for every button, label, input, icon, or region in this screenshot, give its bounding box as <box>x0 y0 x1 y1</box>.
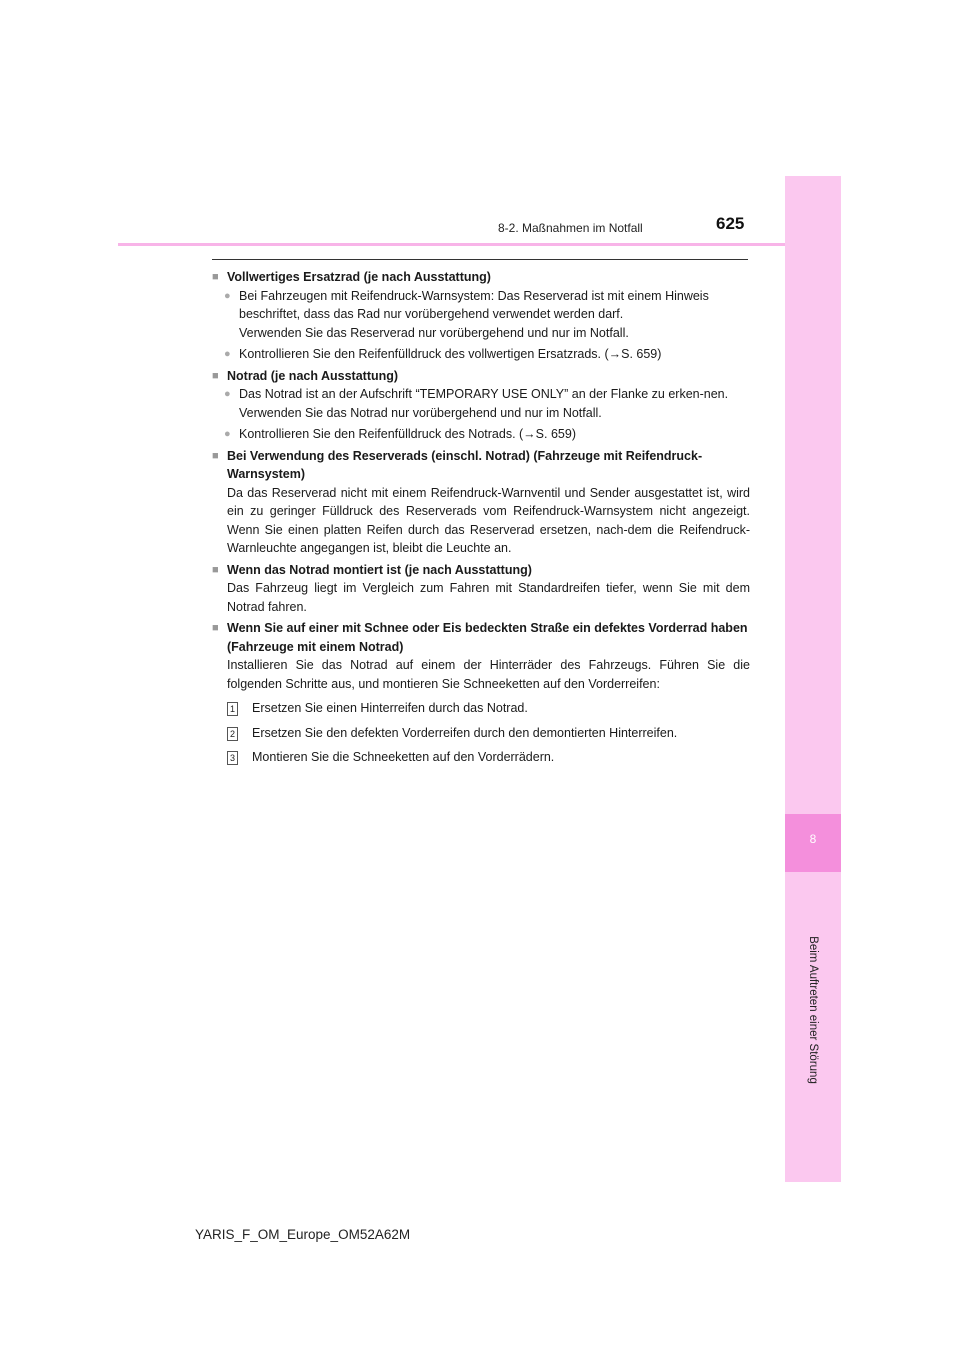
step-text: Ersetzen Sie den defekten Vorderreifen durch den demontierten Hinterreifen. <box>252 725 678 740</box>
bullet-text: Kontrollieren Sie den Reifenfülldruck des Notrads. (→S. 659) <box>239 427 576 441</box>
bullet-text: Kontrollieren Sie den Reifenfülldruck des vollwertigen Ersatzrads. (→S. 659) <box>239 347 662 361</box>
heading-text: Notrad (je nach Ausstattung) <box>227 368 399 383</box>
bullet-text-line2: Verwenden Sie das Reserverad nur vorübergehend und nur im Notfall. <box>239 325 629 340</box>
step-number-badge: 2 <box>227 727 238 741</box>
bullet-text: Bei Fahrzeugen mit Reifendruck-Warnsystem: Das Reserverad ist mit einem Hinweis beschriftet, dass das Rad nur vorübergehend verwendet werden darf. <box>239 288 709 321</box>
paragraph: Das Fahrzeug liegt im Vergleich zum Fahren mit Standardreifen tiefer, wenn Sie mit dem Notrad fahren. <box>227 581 750 614</box>
step-text: Montieren Sie die Schneeketten auf den Vorderrädern. <box>252 750 555 764</box>
section-heading <box>212 268 750 287</box>
heading-text: Wenn das Notrad montiert ist (je nach Ausstattung) <box>227 562 532 577</box>
section-title: 8-2. Maßnahmen im Notfall <box>498 221 643 235</box>
list-item <box>224 425 750 444</box>
content-divider <box>212 259 748 260</box>
paragraph: Installieren Sie das Notrad auf einem der Hinterräder des Fahrzeugs. Führen Sie die folgenden Schritte aus, und montieren Sie Schneeketten auf den Vorderreifen: <box>227 658 750 691</box>
step-number-badge: 3 <box>227 751 238 765</box>
bullet-text-line2: Verwenden Sie das Notrad nur vorübergehend und nur im Notfall. <box>239 405 602 420</box>
list-item <box>224 345 750 364</box>
round-bullet-icon: ● <box>224 348 231 360</box>
chapter-label-text: Beim Auftreten einer Störung <box>807 936 819 1084</box>
step-item <box>227 724 750 743</box>
step-number-badge: 1 <box>227 702 238 716</box>
paragraph: Da das Reserverad nicht mit einem Reifendruck-Warnventil und Sender ausgestattet ist, wird ein zu geringer Fülldruck des Reserverads vom Reifendruck-Warnsystem nicht angezeigt. Wenn Sie einen platten Reifen durch das Reserverad ersetzen, nach-dem die Reifendruck-Warnleuchte angegangen ist, bleibt die Leuchte an. <box>227 485 750 555</box>
step-text: Ersetzen Sie einen Hinterreifen durch das Notrad. <box>252 701 528 715</box>
round-bullet-icon: ● <box>224 289 231 302</box>
header-divider <box>118 243 785 246</box>
page-content <box>212 268 750 773</box>
section-heading <box>212 561 750 580</box>
bullet-text: Das Notrad ist an der Aufschrift “TEMPORARY USE ONLY” an der Flanke zu erken-nen. <box>239 387 729 401</box>
square-bullet-icon: ■ <box>212 369 219 382</box>
document-code: YARIS_F_OM_Europe_OM52A62M <box>195 1227 411 1242</box>
step-item <box>227 748 750 767</box>
square-bullet-icon: ■ <box>212 271 219 283</box>
section-heading <box>212 447 750 484</box>
square-bullet-icon: ■ <box>212 449 219 462</box>
square-bullet-icon: ■ <box>212 563 219 576</box>
round-bullet-icon: ● <box>224 428 231 440</box>
heading-text: Wenn Sie auf einer mit Schnee oder Eis bedeckten Straße ein defektes Vorderrad haben (Fahrzeuge mit einem Notrad) <box>227 621 748 654</box>
heading-text: Vollwertiges Ersatzrad (je nach Ausstattung) <box>227 270 491 284</box>
heading-text: Bei Verwendung des Reserverads (einschl. Notrad) (Fahrzeuge mit Reifendruck-Warnsystem) <box>227 448 703 481</box>
section-heading <box>212 619 750 656</box>
list-item <box>224 385 750 422</box>
round-bullet-icon: ● <box>224 388 231 400</box>
square-bullet-icon: ■ <box>212 622 219 634</box>
chapter-number-badge: 8 <box>785 814 841 872</box>
page-number: 625 <box>716 214 745 233</box>
section-heading <box>212 367 750 386</box>
list-item <box>224 287 750 343</box>
step-item <box>227 699 750 718</box>
